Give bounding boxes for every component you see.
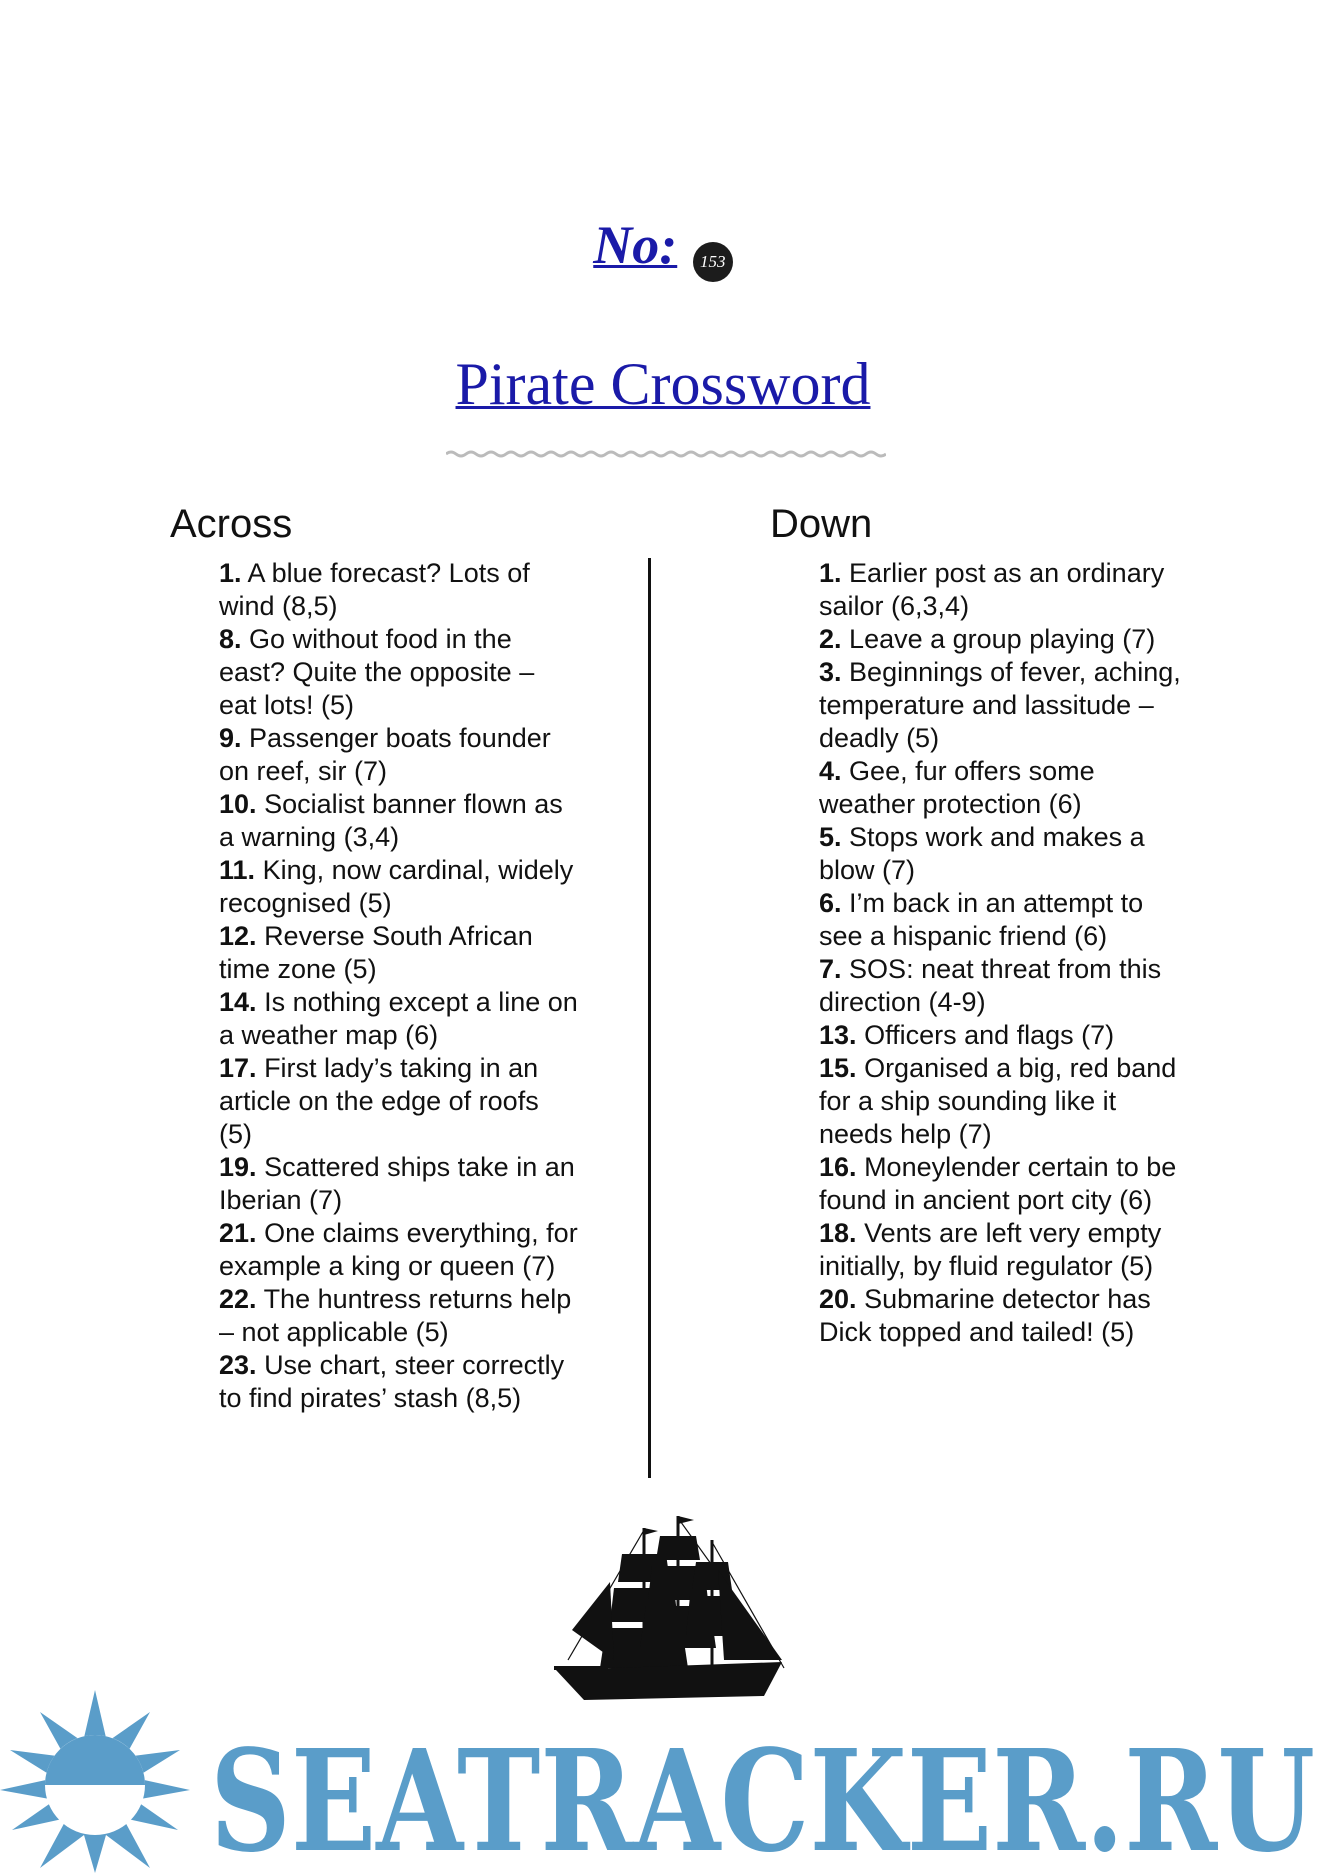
across-clue-12 bbox=[219, 920, 579, 986]
down-clue-2 bbox=[819, 623, 1189, 656]
down-clue-list bbox=[819, 557, 1189, 1349]
down-clue-13 bbox=[819, 1019, 1189, 1052]
down-clue-20 bbox=[819, 1283, 1189, 1349]
clue-number: 17. bbox=[219, 1053, 257, 1083]
across-heading: Across bbox=[170, 502, 293, 546]
clue-text: Organised a big, red band for a ship sounding like it needs help (7) bbox=[819, 1053, 1177, 1149]
clue-text: SOS: neat threat from this direction (4-9) bbox=[819, 954, 1162, 1017]
clue-number: 7. bbox=[819, 954, 842, 984]
issue-label[interactable]: No: bbox=[593, 215, 678, 275]
issue-badge: 153 bbox=[693, 242, 733, 282]
across-clue-10 bbox=[219, 788, 579, 854]
clue-number: 19. bbox=[219, 1152, 257, 1182]
clue-number: 15. bbox=[819, 1053, 857, 1083]
clue-number: 12. bbox=[219, 921, 257, 951]
clue-number: 6. bbox=[819, 888, 842, 918]
clue-number: 10. bbox=[219, 789, 257, 819]
clue-text: Use chart, steer correctly to find pirates’ stash (8,5) bbox=[219, 1350, 565, 1413]
clue-text: I’m back in an attempt to see a hispanic friend (6) bbox=[819, 888, 1144, 951]
down-clue-6 bbox=[819, 887, 1189, 953]
clue-number: 4. bbox=[819, 756, 842, 786]
column-divider bbox=[648, 558, 651, 1478]
across-clue-19 bbox=[219, 1151, 579, 1217]
clue-number: 2. bbox=[819, 624, 842, 654]
sunburst-logo-icon bbox=[0, 1690, 190, 1873]
across-clue-21 bbox=[219, 1217, 579, 1283]
clue-text: Passenger boats founder on reef, sir (7) bbox=[219, 723, 551, 786]
clue-number: 23. bbox=[219, 1350, 257, 1380]
down-heading: Down bbox=[770, 502, 873, 546]
across-clue-9 bbox=[219, 722, 579, 788]
clue-number: 5. bbox=[819, 822, 842, 852]
across-clue-23 bbox=[219, 1349, 579, 1415]
clue-number: 21. bbox=[219, 1218, 257, 1248]
clue-text: Go without food in the east? Quite the opposite – eat lots! (5) bbox=[219, 624, 535, 720]
clue-text: King, now cardinal, widely recognised (5) bbox=[219, 855, 574, 918]
tall-ship-silhouette-icon bbox=[548, 1510, 788, 1705]
clue-text: Officers and flags (7) bbox=[864, 1020, 1115, 1050]
across-clue-11 bbox=[219, 854, 579, 920]
clue-number: 11. bbox=[219, 855, 256, 885]
clue-number: 9. bbox=[219, 723, 242, 753]
down-clue-7 bbox=[819, 953, 1189, 1019]
clue-number: 1. bbox=[819, 558, 842, 588]
clue-text: Gee, fur offers some weather protection (6) bbox=[819, 756, 1095, 819]
clue-number: 22. bbox=[219, 1284, 257, 1314]
across-clue-22 bbox=[219, 1283, 579, 1349]
clue-number: 8. bbox=[219, 624, 242, 654]
clue-text: One claims everything, for example a king or queen (7) bbox=[219, 1218, 578, 1281]
clue-text: Scattered ships take in an Iberian (7) bbox=[219, 1152, 575, 1215]
down-clue-3 bbox=[819, 656, 1189, 755]
clue-text: A blue forecast? Lots of wind (8,5) bbox=[219, 558, 530, 621]
clue-text: Reverse South African time zone (5) bbox=[219, 921, 533, 984]
clue-text: Earlier post as an ordinary sailor (6,3,4) bbox=[819, 558, 1165, 621]
across-clue-list bbox=[219, 557, 579, 1415]
clue-text: Beginnings of fever, aching, temperature and lassitude – deadly (5) bbox=[819, 657, 1181, 753]
down-clue-1 bbox=[819, 557, 1189, 623]
clue-number: 16. bbox=[819, 1152, 857, 1182]
down-clue-16 bbox=[819, 1151, 1189, 1217]
down-clue-5 bbox=[819, 821, 1189, 887]
across-clue-1 bbox=[219, 557, 579, 623]
clue-text: Submarine detector has Dick topped and tailed! (5) bbox=[819, 1284, 1151, 1347]
across-clue-17 bbox=[219, 1052, 579, 1151]
down-clue-18 bbox=[819, 1217, 1189, 1283]
wavy-divider bbox=[446, 448, 886, 460]
clue-text: Moneylender certain to be found in ancient port city (6) bbox=[819, 1152, 1177, 1215]
across-clue-14 bbox=[219, 986, 579, 1052]
clue-text: Vents are left very empty initially, by fluid regulator (5) bbox=[819, 1218, 1162, 1281]
clue-number: 20. bbox=[819, 1284, 857, 1314]
clue-number: 1. bbox=[219, 558, 242, 588]
clue-text: Stops work and makes a blow (7) bbox=[819, 822, 1145, 885]
clue-number: 13. bbox=[819, 1020, 857, 1050]
seatracker-watermark bbox=[0, 1690, 1326, 1873]
clue-number: 14. bbox=[219, 987, 257, 1017]
clue-text: Leave a group playing (7) bbox=[849, 624, 1156, 654]
clue-number: 18. bbox=[819, 1218, 857, 1248]
page-title[interactable]: Pirate Crossword bbox=[455, 351, 871, 417]
clue-text: Socialist banner flown as a warning (3,4) bbox=[219, 789, 563, 852]
clue-number: 3. bbox=[819, 657, 842, 687]
issue-number bbox=[0, 214, 1326, 282]
clue-text: The huntress returns help – not applicable (5) bbox=[219, 1284, 572, 1347]
watermark-text: SEATRACKER.RU bbox=[210, 1720, 1315, 1873]
down-clue-4 bbox=[819, 755, 1189, 821]
across-clue-8 bbox=[219, 623, 579, 722]
clue-text: Is nothing except a line on a weather map (6) bbox=[219, 987, 578, 1050]
clue-text: First lady’s taking in an article on the edge of roofs (5) bbox=[219, 1053, 539, 1149]
down-clue-15 bbox=[819, 1052, 1189, 1151]
